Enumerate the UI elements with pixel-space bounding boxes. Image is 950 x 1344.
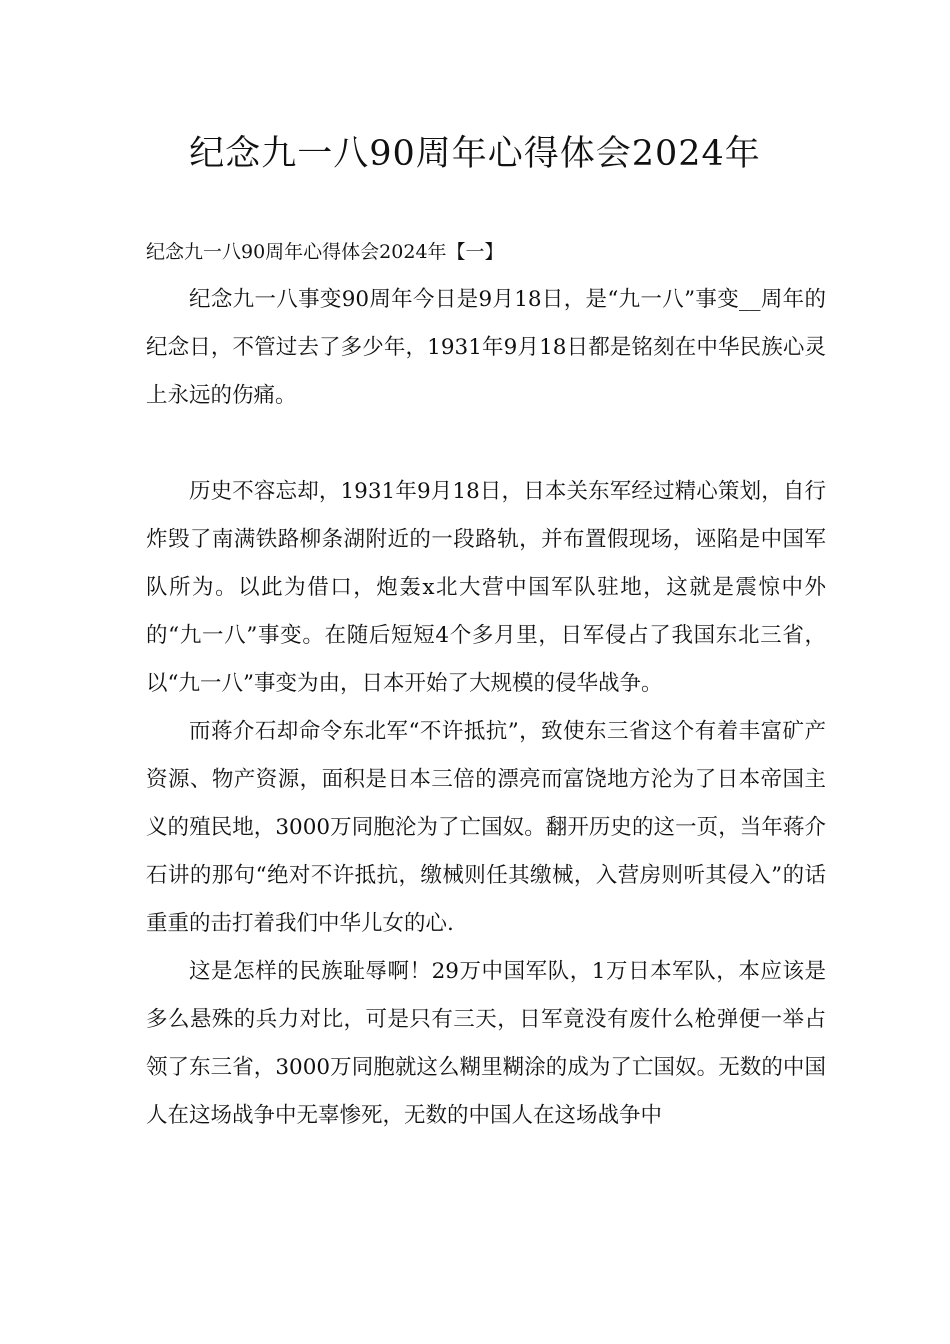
- document-title: 纪念九一八90周年心得体会2024年: [189, 134, 761, 174]
- section-heading: 纪念九一八90周年心得体会2024年【一】: [146, 241, 504, 263]
- paragraph-nonresistance: 而蒋介石却命令东北军“不许抵抗”，致使东三省这个有着丰富矿产资源、物产资源，面积是日本三倍的漂亮而富饶地方沦为了日本帝国主义的殖民地，3000万同胞沦为了亡国奴。翻开历史的这一页，当年蒋介石讲的那句“绝对不许抵抗，缴械则任其缴械，入营房则听其侵入”的话重重的击打着我们中华儿女的心.: [146, 719, 826, 936]
- document-body: [146, 228, 826, 1140]
- paragraph-intro: 纪念九一八事变90周年今日是9月18日，是“九一八”事变__周年的纪念日，不管过去了多少年，1931年9月18日都是铭刻在中华民族心灵上永远的伤痛。: [146, 287, 826, 408]
- paragraph-humiliation: 这是怎样的民族耻辱啊！29万中国军队，1万日本军队，本应该是多么悬殊的兵力对比，可是只有三天，日军竟没有废什么枪弹便一举占领了东三省，3000万同胞就这么糊里糊涂的成为了亡国奴。无数的中国人在这场战争中无辜惨死，无数的中国人在这场战争中: [146, 959, 826, 1128]
- paragraph-history: 历史不容忘却，1931年9月18日，日本关东军经过精心策划，自行炸毁了南满铁路柳条湖附近的一段路轨，并布置假现场，诬陷是中国军队所为。以此为借口，炮轰x北大营中国军队驻地，这就是震惊中外的“九一八”事变。在随后短短4个多月里，日军侵占了我国东北三省，以“九一八”事变为由，日本开始了大规模的侵华战争。: [146, 479, 826, 696]
